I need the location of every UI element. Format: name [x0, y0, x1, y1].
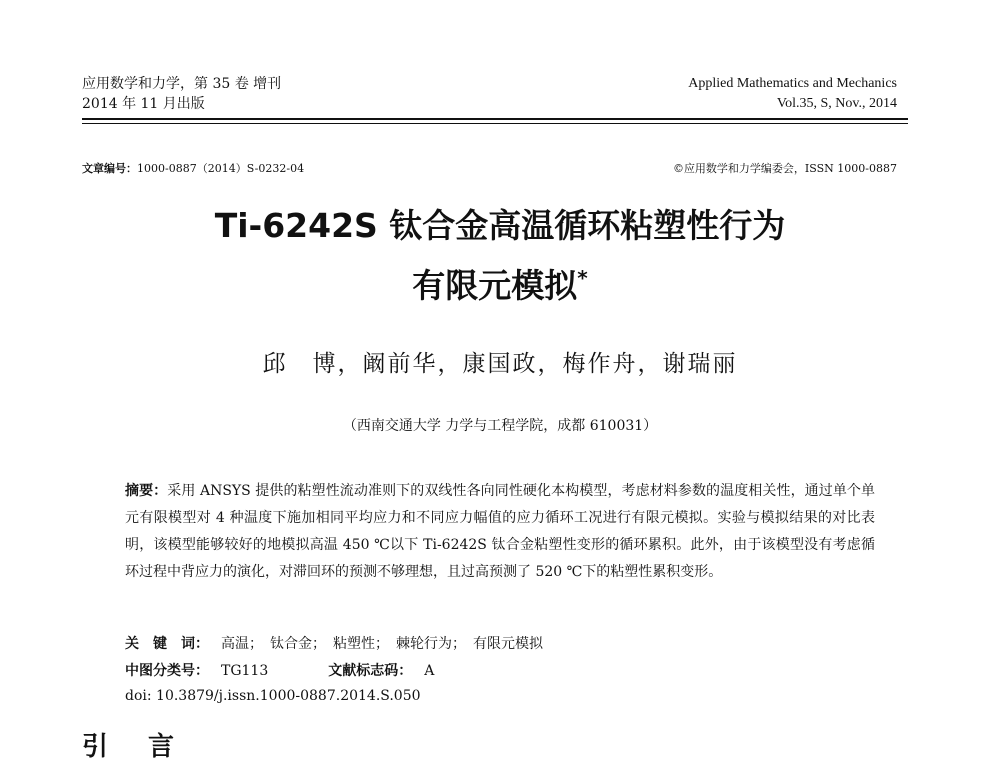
- title-line-1: Ti-6242S 钛合金高温循环粘塑性行为: [214, 206, 786, 245]
- intro-heading: 引言: [82, 732, 215, 762]
- abstract-label: 摘要：: [125, 483, 168, 499]
- volume-info-en: Vol.35, S, Nov., 2014: [776, 96, 897, 111]
- paper-title: [0, 200, 1000, 312]
- classification: [125, 660, 434, 680]
- copyright-notice: ©应用数学和力学编委会，ISSN 1000-0887: [672, 162, 897, 175]
- journal-name-cn: 应用数学和力学，第 35 卷 增刊: [82, 76, 282, 92]
- publish-date-cn: 2014 年 11 月出版: [82, 96, 205, 112]
- document-code-label: 文献标志码：: [328, 663, 413, 679]
- journal-name-en: Applied Mathematics and Mechanics: [688, 76, 897, 91]
- article-number-label: 文章编号：: [82, 162, 137, 175]
- keywords: [125, 633, 543, 653]
- abstract: [125, 478, 875, 586]
- affiliation: （西南交通大学 力学与工程学院，成都 610031）: [342, 418, 658, 434]
- author-list: 邱 博，阚前华，康国政，梅作舟，谢瑞丽: [262, 351, 738, 377]
- header-rule-thin: [82, 123, 908, 124]
- keywords-text: 高温； 钛合金； 粘塑性； 棘轮行为； 有限元模拟: [221, 636, 543, 652]
- journal-header-en: [688, 74, 897, 114]
- title-footnote-mark: *: [577, 266, 588, 290]
- journal-header-cn: [82, 74, 281, 114]
- article-number-value: 1000-0887（2014）S-0232-04: [137, 162, 305, 175]
- document-code-value: A: [424, 663, 435, 679]
- title-line-2: 有限元模拟*: [412, 266, 588, 305]
- article-number: [82, 160, 304, 176]
- classification-value: TG113: [221, 663, 269, 679]
- header-rule-thick: [82, 118, 908, 120]
- doi: doi: 10.3879/j.issn.1000-0887.2014.S.050: [125, 688, 421, 704]
- abstract-text: 采用 ANSYS 提供的粘塑性流动准则下的双线性各向同性硬化本构模型，考虑材料参数的温度相关性，通过单个单元有限模型对 4 种温度下施加相同平均应力和不同应力幅值的应力循环工况进行有限元模拟。实验与模拟结果的对比表明，该模型能够较好的地模拟高温 450 ℃以下 Ti-6242S 钛合金粘塑性变形的循环累积。此外，由于该模型没有考虑循环过程中背应力的演化，对滞回环的预测不够理想，且过高预测了 520 ℃下的粘塑性累积变形。: [125, 483, 876, 580]
- classification-label: 中图分类号：: [125, 663, 209, 679]
- keywords-label: 关 键 词：: [125, 636, 209, 652]
